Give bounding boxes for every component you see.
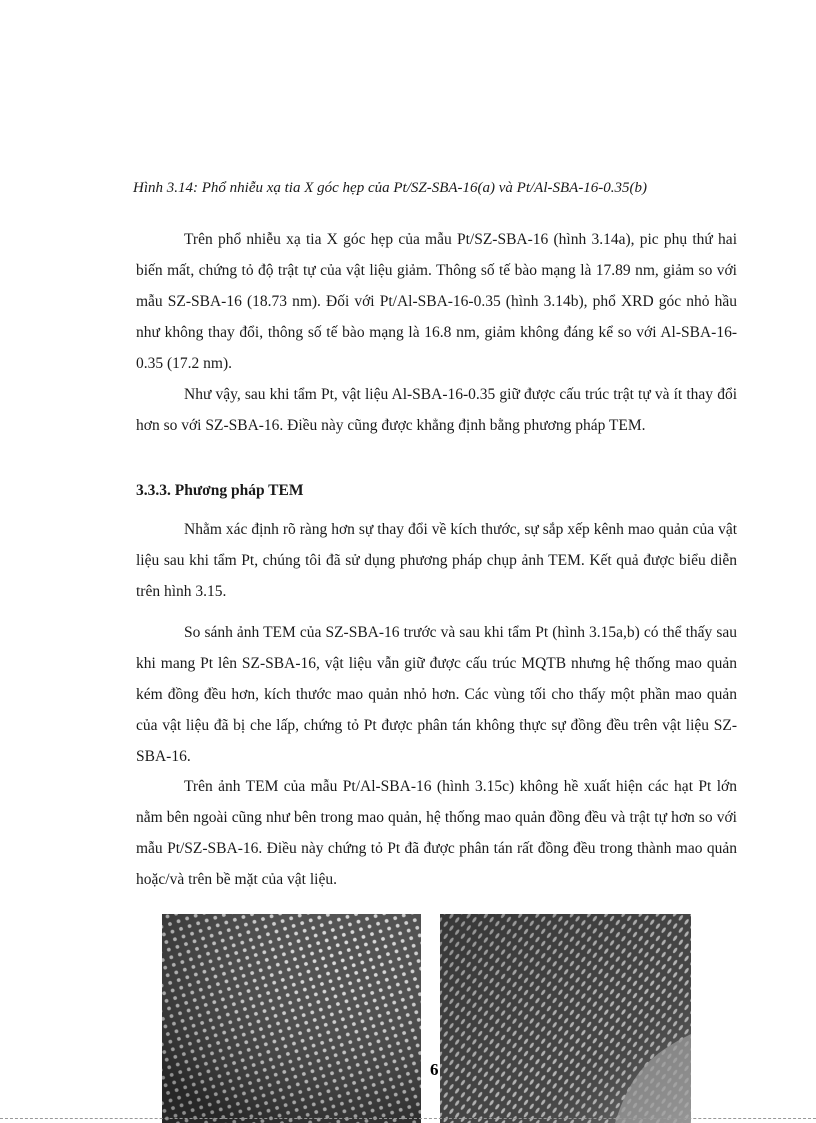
figure-caption: Hình 3.14: Phổ nhiễu xạ tia X góc hẹp của Pt/SZ-SBA-16(a) và Pt/Al-SBA-16-0.35(b) — [133, 180, 648, 196]
paragraph-tem-al-sba: Trên ảnh TEM của mẫu Pt/Al-SBA-16 (hình 3.15c) không hề xuất hiện các hạt Pt lớn nằm bên ngoài cũng như bên trong mao quản, hệ thống mao quản đồng đều và trật tự hơn so với mẫu Pt/SZ-SBA-16. Điều này chứng tỏ Pt đã được phân tán rất đồng đều trong thành mao quản hoặc/và trên bề mặt của vật liệu. — [136, 778, 737, 888]
page-footer-divider — [0, 1118, 816, 1119]
tem-image-a — [162, 914, 421, 1123]
page-number: 6 — [430, 1060, 439, 1079]
paragraph-conclusion: Như vậy, sau khi tẩm Pt, vật liệu Al-SBA-16-0.35 giữ được cấu trúc trật tự và ít thay đổi hơn so với SZ-SBA-16. Điều này cũng được khẳng định bằng phương pháp TEM. — [136, 386, 737, 434]
tem-image-b — [440, 914, 691, 1123]
paragraph-xrd-results: Trên phổ nhiễu xạ tia X góc hẹp của mẫu Pt/SZ-SBA-16 (hình 3.14a), pic phụ thứ hai biến mất, chứng tỏ độ trật tự của vật liệu giảm. Thông số tế bào mạng là 17.89 nm, giảm so với mẫu SZ-SBA-16 (18.73 nm). Đối với Pt/Al-SBA-16-0.35 (hình 3.14b), phổ XRD góc nhỏ hầu như không thay đổi, thông số tế bào mạng là 16.8 nm, giảm không đáng kể so với Al-SBA-16-0.35 (17.2 nm). — [136, 231, 737, 372]
section-heading: 3.3.3. Phương pháp TEM — [136, 482, 304, 499]
paragraph-tem-comparison: So sánh ảnh TEM của SZ-SBA-16 trước và sau khi tẩm Pt (hình 3.15a,b) có thể thấy sau khi mang Pt lên SZ-SBA-16, vật liệu vẫn giữ được cấu trúc MQTB nhưng hệ thống mao quản kém đồng đều hơn, kích thước mao quản nhỏ hơn. Các vùng tối cho thấy một phần mao quản của vật liệu đã bị che lấp, chứng tỏ Pt được phân tán không thực sự đồng đều trên vật liệu SZ-SBA-16. — [136, 624, 737, 765]
paragraph-tem-intro: Nhằm xác định rõ ràng hơn sự thay đổi về kích thước, sự sắp xếp kênh mao quản của vật liệu sau khi tẩm Pt, chúng tôi đã sử dụng phương pháp chụp ảnh TEM. Kết quả được biểu diễn trên hình 3.15. — [136, 521, 737, 600]
